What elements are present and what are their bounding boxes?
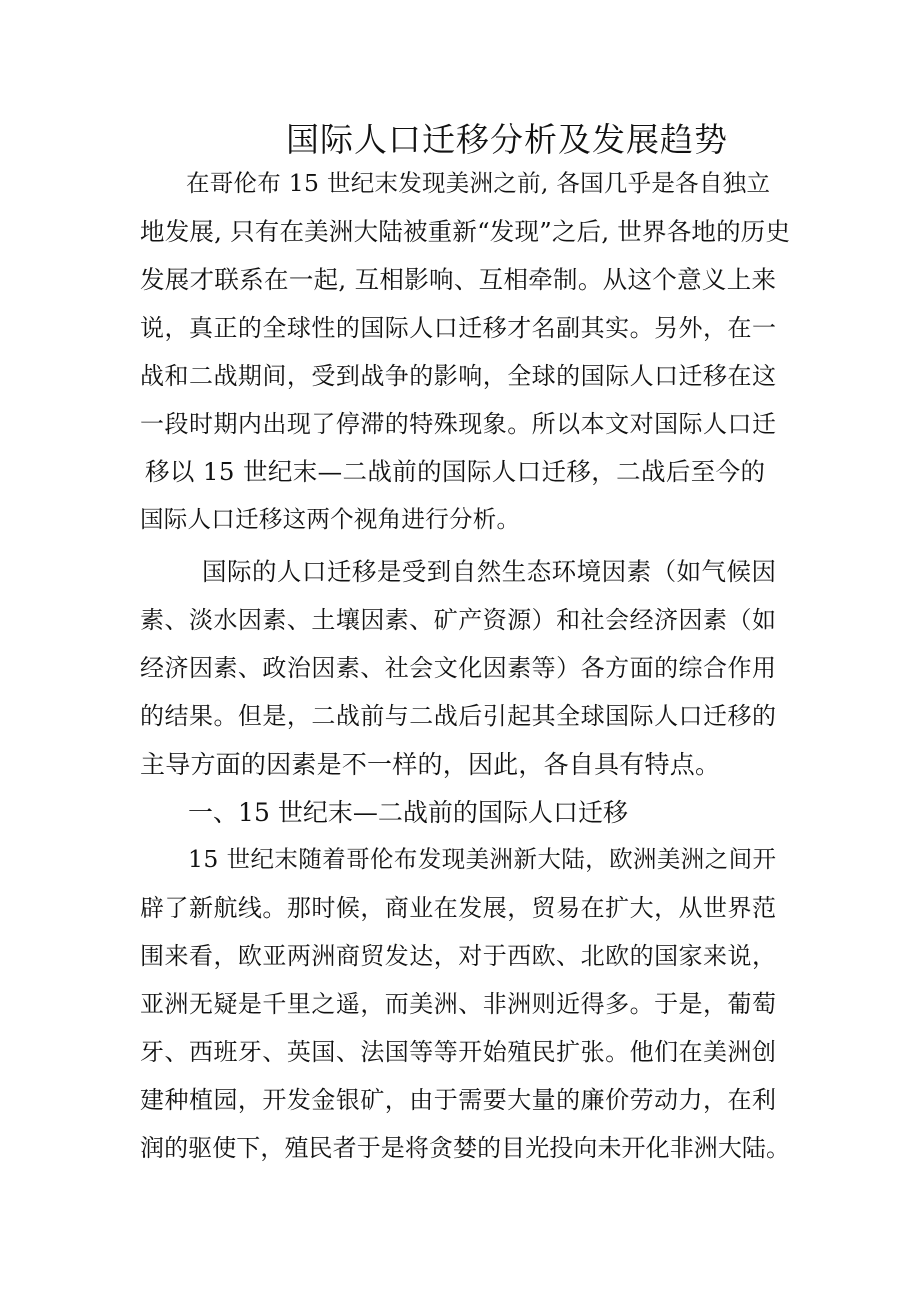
- paragraph-3-line-6: 建种植园，开发金银矿，由于需要大量的廉价劳动力，在利: [140, 1086, 777, 1114]
- section-heading: 一、15 世纪末—二战前的国际人口迁移: [188, 798, 629, 827]
- paragraph-1-line-7: 移以 15 世纪末—二战前的国际人口迁移，二战后至今的: [145, 457, 766, 486]
- paragraph-2-line-5: 主导方面的因素是不一样的，因此，各自具有特点。: [140, 750, 721, 779]
- paragraph-2-line-3: 经济因素、政治因素、社会文化因素等）各方面的综合作用: [140, 654, 777, 682]
- paragraph-1-line-3: 发展才联系在一起, 互相影响、互相牵制。从这个意义上来: [140, 265, 777, 294]
- paragraph-3-line-5: 牙、西班牙、英国、法国等等开始殖民扩张。他们在美洲创: [140, 1038, 777, 1066]
- paragraph-3-line-4: 亚洲无疑是千里之遥，而美洲、非洲则近得多。于是，葡萄: [140, 990, 777, 1018]
- document-title: 国际人口迁移分析及发展趋势: [286, 120, 728, 159]
- paragraph-1-line-8: 国际人口迁移这两个视角进行分析。: [140, 505, 521, 533]
- paragraph-2-line-2: 素、淡水因素、土壤因素、矿产资源）和社会经济因素（如: [140, 606, 777, 634]
- paragraph-1-line-2: 地发展, 只有在美洲大陆被重新“发现”之后, 世界各地的历史: [140, 217, 791, 246]
- paragraph-2-line-1: 国际的人口迁移是受到自然生态环境因素（如气候因: [202, 557, 777, 586]
- paragraph-3-line-2: 辟了新航线。那时候，商业在发展，贸易在扩大，从世界范: [140, 894, 777, 922]
- paragraph-2-line-4: 的结果。但是，二战前与二战后引起其全球国际人口迁移的: [140, 702, 777, 730]
- paragraph-1-line-4: 说，真正的全球性的国际人口迁移才名副其实。另外，在一: [140, 314, 777, 342]
- paragraph-1-line-1: 在哥伦布 15 世纪末发现美洲之前, 各国几乎是各自独立: [186, 169, 771, 197]
- paragraph-3-line-7: 润的驱使下，殖民者于是将贪婪的目光投向未开化非洲大陆。: [140, 1134, 791, 1162]
- paragraph-1-line-6: 一段时期内出现了停滞的特殊现象。所以本文对国际人口迁: [140, 410, 777, 438]
- paragraph-1-line-5: 战和二战期间，受到战争的影响，全球的国际人口迁移在这: [140, 362, 777, 390]
- paragraph-3-line-1: 15 世纪末随着哥伦布发现美洲新大陆，欧洲美洲之间开: [188, 845, 777, 873]
- paragraph-3-line-3: 围来看，欧亚两洲商贸发达，对于西欧、北欧的国家来说，: [140, 942, 777, 970]
